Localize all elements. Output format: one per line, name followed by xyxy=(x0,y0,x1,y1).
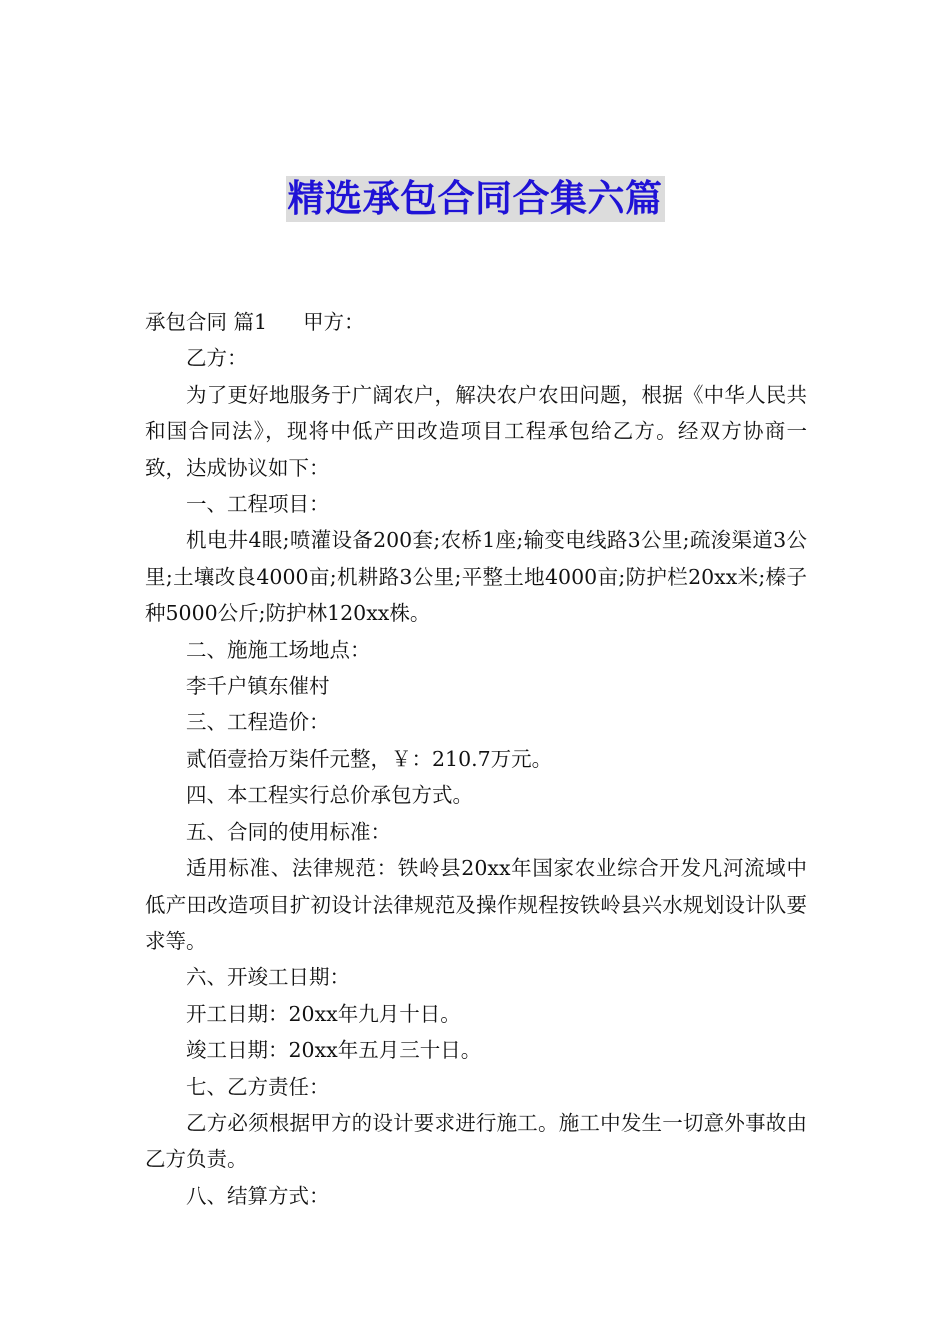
location-paragraph: 李千户镇东催村 xyxy=(186,674,330,699)
contract-heading: 承包合同 篇1 xyxy=(145,310,268,334)
party-b-label: 乙方： xyxy=(186,346,248,371)
title-container xyxy=(0,176,950,222)
section-heading-standards: 五、合同的使用标准： xyxy=(186,819,391,844)
section-heading-settlement: 八、结算方式： xyxy=(186,1183,330,1208)
section-heading-dates: 六、开竣工日期： xyxy=(186,965,350,990)
document-body xyxy=(145,304,807,1214)
section-heading-responsibility: 七、乙方责任： xyxy=(186,1074,330,1099)
party-a-label: 甲方： xyxy=(303,310,365,334)
section-heading-project: 一、工程项目： xyxy=(186,492,330,517)
contract-heading-line xyxy=(145,304,807,340)
start-date-paragraph: 开工日期：20xx年九月十日。 xyxy=(186,1001,461,1026)
standards-paragraph: 适用标准、法律规范：铁岭县20xx年国家农业综合开发凡河流域中低产田改造项目扩初设计法律规范及操作规程按铁岭县兴水规划设计队要求等。 xyxy=(145,856,807,953)
project-items-paragraph: 机电井4眼;喷灌设备200套;农桥1座;输变电线路3公里;疏浚渠道3公里;土壤改良4000亩;机耕路3公里;平整土地4000亩;防护栏20xx米;榛子种5000公斤;防护林120xx株。 xyxy=(145,528,807,626)
preamble-paragraph: 为了更好地服务于广阔农户，解决农户农田问题，根据《中华人民共和国合同法》，现将中低产田改造项目工程承包给乙方。经双方协商一致，达成协议如下： xyxy=(145,382,807,480)
document-title: 精选承包合同合集六篇 xyxy=(287,177,663,220)
cost-paragraph: 贰佰壹拾万柒仟元整，￥：210.7万元。 xyxy=(186,746,553,771)
section-heading-contract-type: 四、本工程实行总价承包方式。 xyxy=(186,783,473,808)
responsibility-paragraph: 乙方必须根据甲方的设计要求进行施工。施工中发生一切意外事故由乙方负责。 xyxy=(145,1110,807,1172)
section-heading-cost: 三、工程造价： xyxy=(186,710,330,735)
end-date-paragraph: 竣工日期：20xx年五月三十日。 xyxy=(186,1038,482,1063)
section-heading-location: 二、施施工场地点： xyxy=(186,637,371,662)
